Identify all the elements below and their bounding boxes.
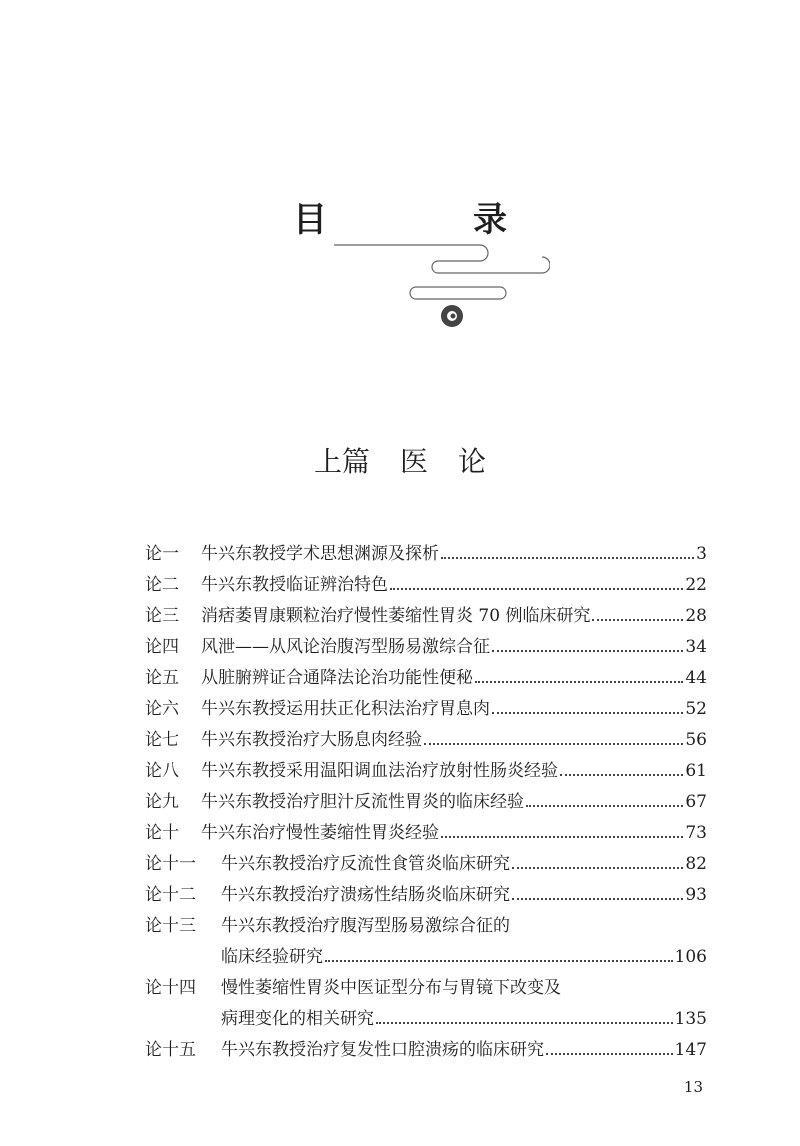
toc-title: 风泄——从风论治腹泻型肠易激综合征 [201,637,490,657]
toc-title: 从脏腑辨证合通降法论治功能性便秘 [201,668,473,688]
leader-dots [376,1022,673,1024]
toc-entry[interactable] [145,750,707,781]
toc-number: 论五 [145,668,179,688]
toc-number: 论六 [145,699,179,719]
toc-page: 106 [674,947,707,967]
toc-title: 牛兴东教授治疗复发性口腔溃疡的临床研究 [221,1040,544,1060]
toc-title: 临床经验研究 [221,947,323,967]
toc-page: 61 [685,761,707,781]
toc-number: 论十五 [145,1040,196,1060]
toc-entry[interactable] [145,657,707,688]
page-number: 13 [683,1078,703,1096]
leader-dots [424,743,683,745]
toc-entry[interactable] [145,781,707,812]
leader-dots [512,867,683,869]
leader-dots [441,836,683,838]
toc-title: 牛兴东教授学术思想渊源及探析 [201,544,439,564]
toc-number: 论九 [145,792,179,812]
toc-number: 论四 [145,637,179,657]
section-heading-part: 论 [458,445,487,478]
toc-page: 22 [685,575,707,595]
toc-page: 135 [674,1009,707,1029]
table-of-contents [145,533,707,1060]
leader-dots [390,588,683,590]
toc-entry[interactable] [145,626,707,657]
section-heading [0,440,800,480]
leader-dots [546,1053,673,1055]
toc-title: 病理变化的相关研究 [221,1009,374,1029]
toc-title: 牛兴东教授治疗溃疡性结肠炎临床研究 [221,885,510,905]
cloud-ornament [320,236,550,336]
leader-dots [492,712,683,714]
toc-number: 论八 [145,761,179,781]
toc-number: 论七 [145,730,179,750]
toc-page: 44 [685,668,707,688]
toc-number: 论十三 [145,916,196,936]
toc-page: 73 [685,823,707,843]
toc-number: 论三 [145,606,179,626]
toc-title: 消痞萎胃康颗粒治疗慢性萎缩性胃炎 70 例临床研究 [201,606,591,626]
toc-entry[interactable] [145,595,707,626]
toc-entry[interactable] [145,874,707,905]
leader-dots [492,650,683,652]
leader-dots [325,960,673,962]
toc-number: 论十二 [145,885,196,905]
toc-title: 牛兴东教授治疗反流性食管炎临床研究 [221,854,510,874]
toc-entry[interactable] [145,967,707,998]
toc-title: 牛兴东教授治疗胆汁反流性胃炎的临床经验 [201,792,524,812]
toc-page: 52 [685,699,707,719]
toc-entry[interactable] [145,533,707,564]
toc-number: 论十 [145,823,179,843]
section-heading-part: 医 [399,445,428,478]
toc-entry[interactable] [145,688,707,719]
toc-page: 34 [685,637,707,657]
toc-page: 3 [696,544,707,564]
toc-title: 牛兴东教授临证辨治特色 [201,575,388,595]
toc-page: 28 [685,606,707,626]
toc-title: 牛兴东治疗慢性萎缩性胃炎经验 [201,823,439,843]
toc-page: 56 [685,730,707,750]
toc-number: 论一 [145,544,179,564]
toc-entry[interactable] [145,812,707,843]
page-title: 目 录 [293,200,563,240]
toc-page: 147 [674,1040,707,1060]
toc-title: 慢性萎缩性胃炎中医证型分布与胃镜下改变及 [221,978,561,998]
toc-title: 牛兴东教授采用温阳调血法治疗放射性肠炎经验 [201,761,558,781]
leader-dots [560,774,683,776]
leader-dots [592,619,683,621]
toc-entry[interactable] [145,905,707,936]
toc-number: 论十一 [145,854,196,874]
toc-entry[interactable] [145,719,707,750]
leader-dots [441,557,694,559]
toc-entry[interactable] [145,564,707,595]
toc-page: 82 [685,854,707,874]
toc-number: 论十四 [145,978,196,998]
toc-title: 牛兴东教授治疗大肠息肉经验 [201,730,422,750]
section-heading-part: 上篇 [313,445,370,478]
leader-dots [475,681,683,683]
toc-page: 67 [685,792,707,812]
toc-entry[interactable] [145,1029,707,1060]
toc-number: 论二 [145,575,179,595]
toc-entry-continuation[interactable] [145,936,707,967]
leader-dots [512,898,683,900]
toc-title: 牛兴东教授治疗腹泻型肠易激综合征的 [221,916,510,936]
leader-dots [526,805,683,807]
toc-page: 93 [685,885,707,905]
toc-title: 牛兴东教授运用扶正化积法治疗胃息肉 [201,699,490,719]
toc-entry[interactable] [145,843,707,874]
toc-entry-continuation[interactable] [145,998,707,1029]
